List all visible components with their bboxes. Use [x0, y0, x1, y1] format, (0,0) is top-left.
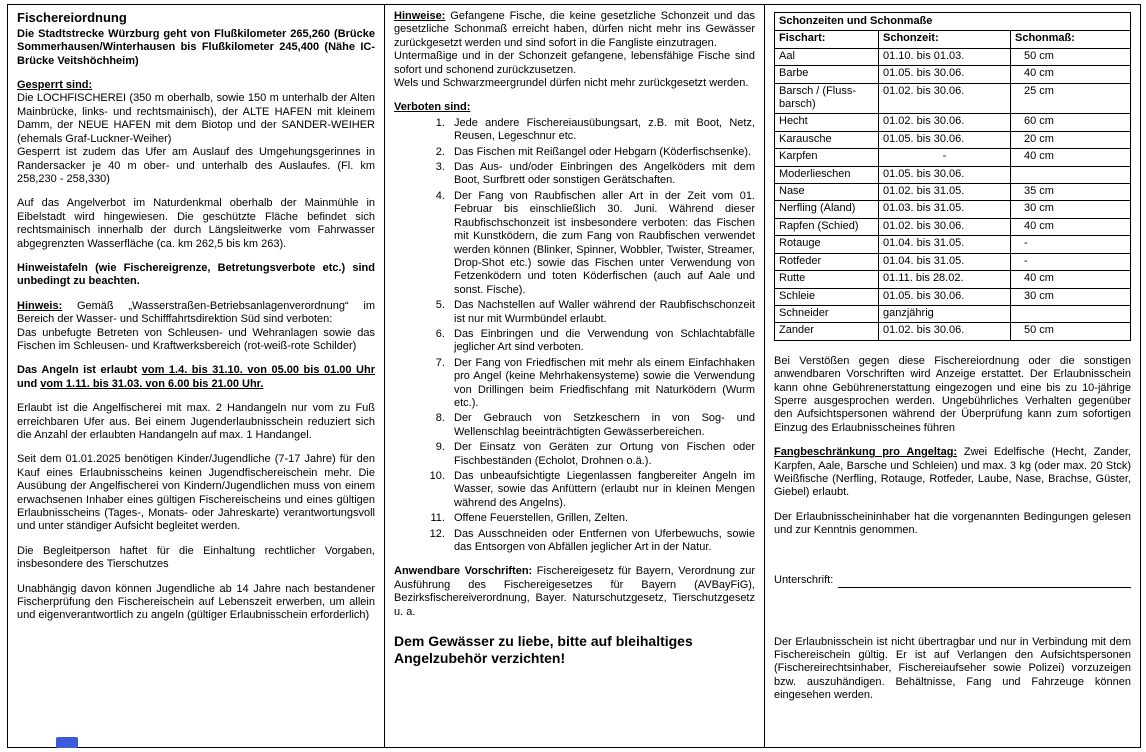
hinweise-label: Hinweise: [394, 10, 446, 22]
table-row [775, 184, 1131, 201]
schonzeit-cell: 01.02. bis 30.06. [879, 218, 1011, 235]
schonzeit-cell: 01.04. bis 31.05. [879, 253, 1011, 270]
fischart-cell: Barbe [775, 66, 879, 83]
fischart-cell: Aal [775, 48, 879, 65]
fischart-cell: Schneider [775, 305, 879, 322]
list-item: 4. Der Fang von Raubfischen aller Art in der Zeit vom 01. Februar bis einschließlich 30. Juni. Während dieser Raubfischschonzeit ist insbesondere verboten: das Fischen mit Kunstködern, die zum Fang von Raubfischen verwendet werden können (Blinker, Spinner, Wobbler, Twister, Streamer, Drop-Shot etc.) sowie das Fischen unter Verwendung von Fetzenködern und toten Köderfischen (auch auf Aale und sonst. Fische). [448, 190, 755, 297]
signature-line[interactable] [838, 574, 1131, 588]
fischart-cell: Rotauge [775, 236, 879, 253]
vorschriften-paragraph [394, 565, 755, 619]
table-row [775, 288, 1131, 305]
fischart-cell: Hecht [775, 114, 879, 131]
fischart-cell: Barsch / (Fluss-barsch) [775, 83, 879, 114]
table-row [775, 218, 1131, 235]
vorschriften-text: Fischereigesetz für Bayern, Verordnung zur Ausführung des Fischereigesetzes für Bayern (AVBayFiG), Bezirksfischereiverordnung, Bayer. Naturschutzgesetz, Tierschutzgesetz u. a. [394, 565, 755, 618]
hinweis-text-2: Das unbefugte Betreten von Schleusen- und Wehranlagen sowie das Fischen im Schleusen- und Kraftwerksbereich (rot-weiß-rote Schilder) [17, 326, 375, 352]
uebertragbar-paragraph: Der Erlaubnisschein ist nicht übertragbar und nur in Verbindung mit dem Fischereischein gültig. Er ist auf Verlangen den Aufsichtspersonen (Fischereirechtsinhaber, Fischereiaufseher sowie Polizei) vorzuzeigen bzw. auszuhändigen. Behältnisse, Fang und Fahrzeuge können eingesehen werden. [774, 635, 1131, 702]
schonmass-cell: 40 cm [1011, 66, 1131, 83]
fischart-cell: Rapfen (Schied) [775, 218, 879, 235]
list-item: 1. Jede andere Fischereiausübungsart, z.B. mit Boot, Netz, Reusen, Legeschnur etc. [448, 117, 755, 144]
schonmass-cell: 20 cm [1011, 131, 1131, 148]
fangbeschraenkung-label: Fangbeschränkung pro Angeltag: [774, 446, 958, 459]
angelzeiten-paragraph [17, 364, 375, 391]
list-item: 10. Das unbeaufsichtigte Liegenlassen fangbereiter Angeln im Wasser, sowie das Anfüttern (erlaubt nur in kleinen Mengen während des Angelns). [448, 470, 755, 510]
naturdenkmal-paragraph: Auf das Angelverbot im Naturdenkmal oberhalb der Mainmühle in Eibelstadt wird hingewiesen. Die geschützte Fläche befindet sich rechtsmainisch innerhalb der durch Längsleitwerke vom Fahrwasser abgegrenzten Wasserfläche (ca. km 262,5 bis km 263). [17, 197, 375, 250]
fischart-cell: Karausche [775, 131, 879, 148]
schonmass-cell [1011, 305, 1131, 322]
fischart-cell: Zander [775, 323, 879, 340]
schonzeit-cell: 01.05. bis 30.06. [879, 288, 1011, 305]
schonmass-cell: 50 cm [1011, 48, 1131, 65]
table-row [775, 166, 1131, 183]
schonzeit-cell: 01.05. bis 30.06. [879, 66, 1011, 83]
angelzeiten-prefix: Das Angeln ist erlaubt [17, 364, 138, 377]
schonmass-cell: 40 cm [1011, 271, 1131, 288]
list-item: 9. Der Einsatz von Geräten zur Ortung von Fischen oder Fischbeständen (Echolot, Drohnen o.ä.). [448, 441, 755, 468]
schonzeit-cell: 01.11. bis 28.02. [879, 271, 1011, 288]
hinweistafeln-paragraph: Hinweistafeln (wie Fischereigrenze, Betretungsverbote etc.) sind unbedingt zu beachten. [17, 261, 375, 288]
schonmass-cell: 30 cm [1011, 288, 1131, 305]
table-title-row [775, 13, 1131, 31]
schonmass-cell: 60 cm [1011, 114, 1131, 131]
table-row [775, 305, 1131, 322]
table-row [775, 83, 1131, 114]
gesperrt-paragraph-1: Die LOCHFISCHEREI (350 m oberhalb, sowie 150 m unterhalb der Alten Mainbrücke, links- und rechtsmainisch), der ALTE HAFEN mit kleinem Damm, der NEUE HAFEN mit dem Biotop und der SANDER-WEIHER (ehemals Graf-Luckner-Weiher) [17, 92, 375, 145]
table-row [775, 149, 1131, 166]
gesperrt-block [17, 92, 375, 186]
table-row [775, 66, 1131, 83]
schonmass-cell: - [1011, 236, 1131, 253]
table-row [775, 271, 1131, 288]
schonzeit-cell: 01.02. bis 30.06. [879, 323, 1011, 340]
list-item: 6. Das Einbringen und die Verwendung von Schlachtabfälle jeglicher Art sind verboten. [448, 328, 755, 355]
fischart-cell: Nase [775, 184, 879, 201]
gesperrt-heading: Gesperrt sind: [17, 79, 93, 92]
schonzeit-cell: - [879, 149, 1011, 166]
intro-paragraph: Die Stadtstrecke Würzburg geht von Flußkilometer 265,260 (Brücke Sommerhausen/Winterhausen bis Flußkilometer 245,400 (Nähe IC-Brücke Veitshöchheim) [17, 27, 375, 67]
angelzeiten-period-2: vom 1.11. bis 31.03. von 6.00 bis 21.00 Uhr. [40, 377, 264, 390]
list-item: 5. Das Nachstellen auf Waller während der Raubfischschonzeit ist nur mit Wurmbündel erlaubt. [448, 299, 755, 326]
schonmass-cell: 30 cm [1011, 201, 1131, 218]
hinweis-block [17, 300, 375, 354]
hinweise-paragraph [394, 10, 755, 50]
schonmass-cell [1011, 166, 1131, 183]
schonmass-cell: 40 cm [1011, 149, 1131, 166]
column-right [765, 5, 1140, 747]
begleitperson-paragraph: Die Begleitperson haftet für die Einhaltung rechtlicher Vorgaben, insbesondere des Tierschutzes [17, 544, 375, 571]
fischart-cell: Schleie [775, 288, 879, 305]
column-left [8, 5, 385, 747]
jugend-paragraph: Seit dem 01.01.2025 benötigen Kinder/Jugendliche (7-17 Jahre) für den Kauf eines Erlaubnisscheins keinen Jugendfischereischein mehr. Die Ausübung der Angelfischerei von Kindern/Jugendlichen muss von einem erwachsenen Inhaber eines gültigen Fischereischeins und eines gültigen Erlaubnisscheins (Tages-, Monats- oder Jahreskarte) verantwortungsvoll und unter ständiger Aufsicht begleitet werden. [17, 453, 375, 533]
schonmass-cell: - [1011, 253, 1131, 270]
table-row [775, 201, 1131, 218]
list-item: 11. Offene Feuerstellen, Grillen, Zelten. [448, 512, 755, 525]
hinweise-text-3: Wels und Schwarzmeergrundel dürfen nicht mehr zurückgesetzt werden. [394, 77, 749, 90]
page-title: Fischereiordnung [17, 10, 127, 25]
fischart-cell: Nerfling (Aland) [775, 201, 879, 218]
schonzeit-cell: 01.05. bis 30.06. [879, 166, 1011, 183]
handangeln-paragraph: Erlaubt ist die Angelfischerei mit max. 2 Handangeln nur vom zu Fuß erreichbaren Ufer aus. Bei einem Jugenderlaubnisschein reduziert sich die Anzahl der erlaubten Handangeln auf max. 1 Handangel. [17, 402, 375, 442]
hinweis-label: Hinweis: [17, 299, 63, 312]
fischart-cell: Moderlieschen [775, 166, 879, 183]
schonzeiten-table [774, 12, 1131, 341]
fischart-cell: Karpfen [775, 149, 879, 166]
angelzeiten-connector: und [17, 377, 38, 390]
fischart-cell: Rotfeder [775, 253, 879, 270]
list-item: 2. Das Fischen mit Reißangel oder Hebgarn (Köderfischsenke). [448, 146, 755, 159]
angelzeiten-period-1: vom 1.4. bis 31.10. von 05.00 bis 01.00 Uhr [141, 364, 375, 377]
fangbeschraenkung-text: Zwei Edelfische (Hecht, Zander, Karpfen, Aale, Barsche und Schleien) und max. 3 kg (oder max. 20 Stck) Weißfische (Nerfling, Rotauge, Rotfeder, Laube, Nase, Brachse, Güster, Giebel) erlaubt. [774, 446, 1131, 499]
table-header-row [775, 31, 1131, 48]
table-row [775, 236, 1131, 253]
schonmass-cell: 40 cm [1011, 218, 1131, 235]
hinweise-text-2: Untermaßige und in der Schonzeit gefangene, lebensfähige Fische sind sofort und schonend zurückzusetzen. [394, 50, 755, 76]
schonmass-cell: 35 cm [1011, 184, 1131, 201]
kenntnis-paragraph: Der Erlaubnisscheininhaber hat die vorgenannten Bedingungen gelesen und zur Kenntnis genommen. [774, 510, 1131, 537]
ab14-paragraph: Unabhängig davon können Jugendliche ab 14 Jahre nach bestandener Fischerprüfung den Fischereischein auf Lebenszeit erwerben, um allein und eigenverantwortlich zu angeln (gültiger Erlaubnisschein erforderlich) [17, 582, 375, 622]
table-title: Schonzeiten und Schonmaße [775, 13, 1131, 31]
appeal-paragraph: Dem Gewässer zu liebe, bitte auf bleihaltiges Angelzubehör verzichten! [394, 633, 693, 667]
list-item: 7. Der Fang von Friedfischen mit mehr als einem Einfachhaken pro Angel (keine Mehrhakensysteme) sowie die Verwendung von Drillingen beim Friedfischfang mit Naturködern (Wurm etc.). [448, 357, 755, 411]
schonzeit-cell: ganzjährig [879, 305, 1011, 322]
signature-row [774, 574, 1131, 588]
schonmass-cell: 25 cm [1011, 83, 1131, 114]
schonzeit-cell: 01.10. bis 01.03. [879, 48, 1011, 65]
schonmass-cell: 50 cm [1011, 323, 1131, 340]
header-schonzeit: Schonzeit: [879, 31, 1011, 48]
verboten-list [394, 117, 755, 555]
column-middle [385, 5, 765, 747]
list-item: 8. Der Gebrauch von Setzkeschern in von Sog- und Wellenschlag beeinträchtigten Gewässerbereichen. [448, 412, 755, 439]
hinweis-paragraph [17, 300, 375, 327]
table-row [775, 323, 1131, 340]
signature-label: Unterschrift: [774, 574, 834, 587]
table-row [775, 131, 1131, 148]
verboten-heading: Verboten sind: [394, 101, 471, 114]
table-row [775, 114, 1131, 131]
table-row [775, 253, 1131, 270]
fishing-regulations-page [7, 4, 1141, 748]
table-row [775, 48, 1131, 65]
schonzeit-cell: 01.03. bis 31.05. [879, 201, 1011, 218]
schonzeit-cell: 01.04. bis 31.05. [879, 236, 1011, 253]
gesperrt-paragraph-2: Gesperrt ist zudem das Ufer am Auslauf des Umgehungsgerinnes in Randersacker je 40 m ober- und unterhalb des Auslaufes. (Fl. km 258,230 - 258,330) [17, 146, 375, 185]
blue-mark-artifact [56, 737, 78, 748]
hinweise-block [394, 10, 755, 90]
header-fischart: Fischart: [775, 31, 879, 48]
schonzeit-cell: 01.02. bis 30.06. [879, 114, 1011, 131]
fangbeschraenkung-paragraph [774, 446, 1131, 500]
hinweis-text: Gemäß „Wasserstraßen-Betriebsanlagenverordnung“ im Bereich der Wasser- und Schifffahrtsdirektion Süd sind verboten: [17, 299, 376, 326]
list-item: 12. Das Ausschneiden oder Entfernen von Uferbewuchs, sowie das Entsorgen von Abfällen jeglicher Art in der Natur. [448, 528, 755, 555]
vorschriften-label: Anwendbare Vorschriften: [394, 565, 533, 578]
verstoesse-paragraph: Bei Verstößen gegen diese Fischereiordnung oder die sonstigen anwendbaren Vorschriften wird Anzeige erstattet. Der Erlaubnisschein kann ohne Gebührenerstattung eingezogen und eine bis zu 10-jährige Sperre ausgesprochen werden. Ungebührliches Verhalten gegenüber den Aufsichtspersonen während der Überprüfung kann zum sofortigen Einzug des Erlaubnisscheines führen [774, 354, 1131, 434]
schonzeit-cell: 01.02. bis 31.05. [879, 184, 1011, 201]
schonzeit-cell: 01.02. bis 30.06. [879, 83, 1011, 114]
list-item: 3. Das Aus- und/oder Einbringen des Angelköders mit dem Boot, Surfbrett oder sonstigen Gerätschaften. [448, 161, 755, 188]
hinweise-text: Gefangene Fische, die keine gesetzliche Schonzeit und das gesetzliche Schonmaß erreicht haben, dürfen nicht mehr ins Gewässer zurückgesetzt werden und sind sofort in die Fangliste einzutragen. [394, 10, 755, 49]
header-schonmass: Schonmaß: [1011, 31, 1131, 48]
schonzeit-cell: 01.05. bis 30.06. [879, 131, 1011, 148]
fischart-cell: Rutte [775, 271, 879, 288]
